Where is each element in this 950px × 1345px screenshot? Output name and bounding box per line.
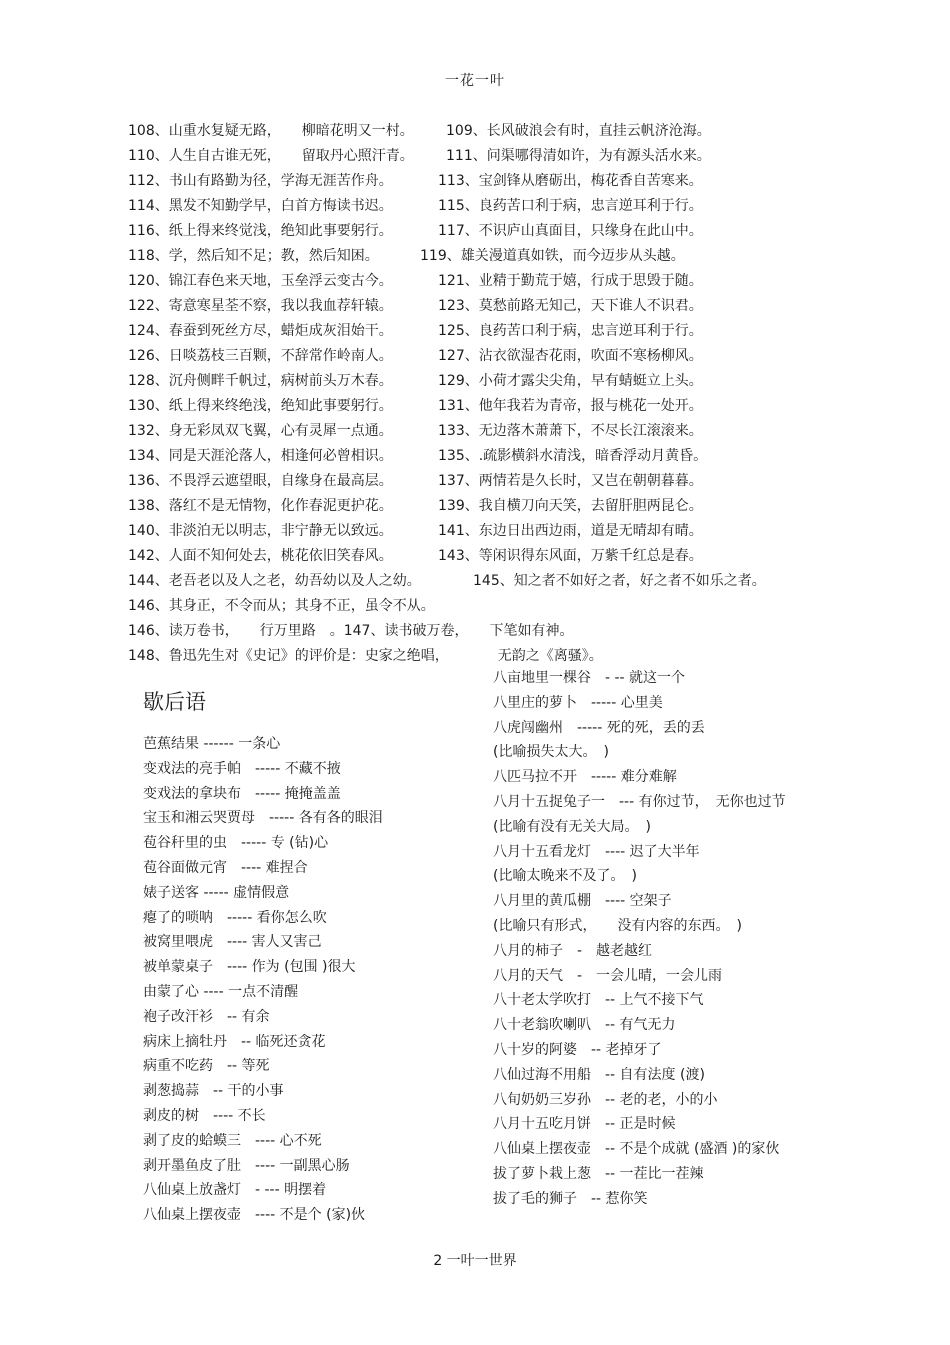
poem-text-left: 146、读万卷书， 行万里路 。147、读书破万卷， 下笔如有神。 <box>128 623 574 639</box>
poem-line <box>128 172 828 197</box>
xiehouyu-item: 八仙桌上摆夜壶 -- 不是个成就 (盛酒 )的家伙 <box>493 1141 780 1158</box>
poem-line <box>128 472 828 497</box>
xiehouyu-item: 病床上摘牡丹 -- 临死还贪花 <box>143 1033 326 1050</box>
poem-text-left: 126、日啖荔枝三百颗，不辞常作岭南人。 <box>128 348 393 364</box>
poem-text-right: 137、两情若是久长时，又岂在朝朝暮暮。 <box>438 473 703 489</box>
xiehouyu-item: 八亩地里一棵谷 - -- 就这一个 <box>493 670 686 686</box>
poem-line <box>128 272 828 297</box>
poem-text-left: 132、身无彩凤双飞翼，心有灵犀一点通。 <box>128 423 393 439</box>
xiehouyu-item: 芭蕉结果 ------ 一条心 <box>143 736 281 752</box>
poem-text-right: 135、.疏影横斜水清浅，暗香浮动月黄昏。 <box>438 448 708 464</box>
xiehouyu-left-column <box>143 735 383 1231</box>
xiehouyu-item: 八十岁的阿婆 -- 老掉牙了 <box>493 1041 662 1058</box>
poem-line <box>128 372 828 397</box>
xiehouyu-item: 被窝里喂虎 ---- 害人又害己 <box>143 934 322 951</box>
poem-text-right: 139、我自横刀向天笑，去留肝胆两昆仑。 <box>438 498 703 514</box>
poem-line <box>128 547 828 572</box>
xiehouyu-right-column <box>493 669 786 1215</box>
poem-text-right: 123、莫愁前路无知己，天下谁人不识君。 <box>438 298 703 314</box>
xiehouyu-item: 瘪了的唢呐 ----- 看你怎么吹 <box>143 909 327 926</box>
xiehouyu-item: 八旬奶奶三岁孙 -- 老的老，小的小 <box>493 1091 718 1108</box>
poem-text-left: 144、老吾老以及人之老，幼吾幼以及人之幼。 <box>128 573 421 589</box>
poem-text-left: 120、锦江春色来天地，玉垒浮云变古今。 <box>128 273 393 289</box>
poem-text-left: 110、人生自古谁无死， 留取丹心照汗青。 <box>128 148 414 164</box>
xiehouyu-item: 拔了萝卜栽上葱 -- 一茬比一茬辣 <box>493 1165 704 1182</box>
poem-text-left: 112、书山有路勤为径，学海无涯苦作舟。 <box>128 173 393 189</box>
xiehouyu-item: 病重不吃药 -- 等死 <box>143 1058 270 1075</box>
xiehouyu-item: 剥开墨鱼皮了肚 ---- 一副黑心肠 <box>143 1157 350 1174</box>
xiehouyu-item: 由蒙了心 ---- 一点不清醒 <box>143 983 299 1000</box>
poem-line <box>128 222 828 247</box>
poem-text-left: 140、非淡泊无以明志，非宁静无以致远。 <box>128 523 393 539</box>
xiehouyu-item: 变戏法的拿块布 ----- 掩掩盖盖 <box>143 785 341 802</box>
xiehouyu-item: 苞谷面做元宵 ---- 难捏合 <box>143 859 308 876</box>
xiehouyu-item: 剥皮的树 ---- 不长 <box>143 1107 266 1124</box>
poem-line <box>128 447 828 472</box>
poem-line <box>128 497 828 522</box>
page-footer: 2 一叶一世界 <box>433 1253 517 1269</box>
poem-text-left: 136、不畏浮云遮望眼，自缘身在最高层。 <box>128 473 393 489</box>
xiehouyu-item: 八虎闯幽州 ----- 死的死，丢的丢 <box>493 719 705 736</box>
xiehouyu-item: 剥了皮的蛤蟆三 ---- 心不死 <box>143 1132 322 1149</box>
xiehouyu-item: 八十老太学吹打 -- 上气不接下气 <box>493 992 704 1009</box>
poem-text-left: 114、黑发不知勤学早，白首方悔读书迟。 <box>128 198 393 214</box>
poem-line <box>128 147 828 172</box>
poem-lines-list <box>128 122 828 672</box>
poem-text-right: 117、不识庐山真面目，只缘身在此山中。 <box>438 223 703 239</box>
poem-text-left: 116、纸上得来终觉浅，绝知此事要躬行。 <box>128 223 393 239</box>
poem-text-left: 124、春蚕到死丝方尽，蜡炬成灰泪始干。 <box>128 323 393 339</box>
xiehouyu-item: 变戏法的亮手帕 ----- 不藏不掖 <box>143 760 341 777</box>
xiehouyu-item: 八仙过海不用船 -- 自有法度 (渡) <box>493 1066 705 1083</box>
xiehouyu-item: 八仙桌上摆夜壶 ---- 不是个 (家)伙 <box>143 1207 366 1224</box>
xiehouyu-item: (比喻太晚来不及了。 ) <box>493 868 637 885</box>
poem-text-right: 115、良药苦口利于病，忠言逆耳利于行。 <box>438 198 703 214</box>
poem-text-left: 142、人面不知何处去，桃花依旧笑春风。 <box>128 548 393 564</box>
xiehouyu-item: 八月十五吃月饼 -- 正是时候 <box>493 1116 676 1133</box>
poem-line <box>128 397 828 422</box>
poem-text-right: 119、雄关漫道真如铁，而今迈步从头越。 <box>420 248 685 264</box>
poem-line <box>128 247 828 272</box>
poem-text-right: 141、东边日出西边雨，道是无晴却有晴。 <box>438 523 703 539</box>
xiehouyu-item: 八十老翁吹喇叭 -- 有气无力 <box>493 1017 676 1034</box>
xiehouyu-item: (比喻有没有无关大局。 ) <box>493 818 651 835</box>
xiehouyu-item: 拔了毛的狮子 -- 惹你笑 <box>493 1190 648 1207</box>
poem-text-left: 146、其身正，不令而从；其身不正，虽令不从。 <box>128 598 435 614</box>
xiehouyu-item: 苞谷秆里的虫 ----- 专 (钻)心 <box>143 835 329 852</box>
poem-line <box>128 622 828 647</box>
poem-text-left: 148、鲁迅先生对《史记》的评价是：史家之绝唱， 无韵之《离骚》。 <box>128 648 603 664</box>
poem-text-right: 113、宝剑锋从磨砺出，梅花香自苦寒来。 <box>438 173 703 189</box>
poem-line <box>128 322 828 347</box>
poem-text-left: 108、山重水复疑无路， 柳暗花明又一村。 <box>128 123 414 139</box>
page-header: 一花一叶 <box>445 73 505 89</box>
xiehouyu-item: 八月的天气 - 一会儿晴，一会儿雨 <box>493 967 723 984</box>
poem-line <box>128 597 828 622</box>
poem-text-left: 122、寄意寒星荃不察，我以我血荐轩辕。 <box>128 298 393 314</box>
xiehouyu-item: 八里庄的萝卜 ----- 心里美 <box>493 694 663 711</box>
xiehouyu-item: (比喻只有形式， 没有内容的东西。 ) <box>493 917 742 934</box>
poem-text-left: 138、落红不是无情物，化作春泥更护花。 <box>128 498 393 514</box>
poem-text-right: 111、问渠哪得清如许，为有源头活水来。 <box>446 148 711 164</box>
xiehouyu-item: 宝玉和湘云哭贾母 ----- 各有各的眼泪 <box>143 810 383 827</box>
poem-line <box>128 347 828 372</box>
poem-text-right: 109、长风破浪会有时，直挂云帆济沧海。 <box>446 123 711 139</box>
xiehouyu-item: (比喻损失太大。 ) <box>493 744 609 761</box>
xiehouyu-item: 被单蒙桌子 ---- 作为 (包围 )很大 <box>143 959 356 976</box>
poem-line <box>128 422 828 447</box>
poem-text-left: 118、学，然后知不足；教，然后知困。 <box>128 248 379 264</box>
poem-text-right: 143、等闲识得东风面，万紫千红总是春。 <box>438 548 703 564</box>
poem-text-right: 125、良药苦口利于病，忠言逆耳利于行。 <box>438 323 703 339</box>
poem-line <box>128 197 828 222</box>
poem-line <box>128 572 828 597</box>
poem-text-left: 128、沉舟侧畔千帆过，病树前头万木春。 <box>128 373 393 389</box>
xiehouyu-item: 剥葱捣蒜 -- 干的小事 <box>143 1083 284 1100</box>
poem-text-right: 133、无边落木萧萧下，不尽长江滚滚来。 <box>438 423 703 439</box>
xiehouyu-item: 袍子改汗衫 -- 有余 <box>143 1008 270 1025</box>
xiehouyu-item: 八匹马拉不开 ----- 难分难解 <box>493 769 677 786</box>
poem-text-right: 121、业精于勤荒于嬉，行成于思毁于随。 <box>438 273 703 289</box>
poem-text-right: 145、知之者不如好之者，好之者不如乐之者。 <box>473 573 766 589</box>
xiehouyu-item: 八月的柿子 - 越老越红 <box>493 942 653 959</box>
poem-text-left: 130、纸上得来终绝浅，绝知此事要躬行。 <box>128 398 393 414</box>
poem-line <box>128 297 828 322</box>
xiehouyu-item: 八月十五捉兔子一 --- 有你过节， 无你也过节 <box>493 793 786 810</box>
poem-text-right: 131、他年我若为青帝，报与桃花一处开。 <box>438 398 703 414</box>
poem-text-right: 127、沾衣欲湿杏花雨，吹面不寒杨柳风。 <box>438 348 703 364</box>
xiehouyu-item: 八仙桌上放盏灯 - --- 明摆着 <box>143 1182 327 1199</box>
poem-text-right: 129、小荷才露尖尖角，早有蜻蜓立上头。 <box>438 373 703 389</box>
xiehouyu-item: 婊子送客 ----- 虚情假意 <box>143 884 290 901</box>
section-title-xiehouyu: 歇后语 <box>143 690 206 714</box>
poem-text-left: 134、同是天涯沦落人，相逢何必曾相识。 <box>128 448 393 464</box>
poem-line <box>128 522 828 547</box>
xiehouyu-item: 八月十五看龙灯 ---- 迟了大半年 <box>493 843 700 860</box>
xiehouyu-item: 八月里的黄瓜棚 ---- 空架子 <box>493 893 672 910</box>
poem-line <box>128 122 828 147</box>
